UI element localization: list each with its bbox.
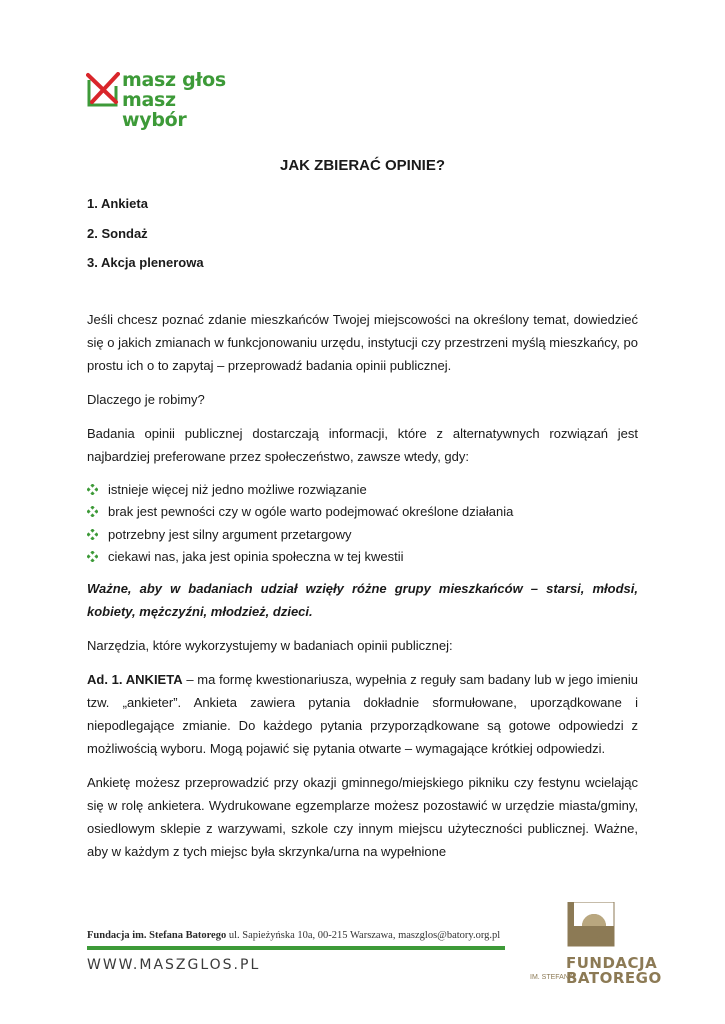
fb-logo-line2: BATOREGO	[566, 969, 662, 987]
conditions-list	[87, 479, 638, 569]
diamond-bullet-icon	[87, 551, 98, 562]
diamond-bullet-icon	[87, 529, 98, 540]
page-footer	[87, 930, 527, 973]
fb-logo-line1: FUNDACJA	[566, 954, 658, 972]
toc-item-sondaz: 2. Sondaż	[87, 225, 148, 241]
logo-line-2: masz wybór	[122, 89, 187, 131]
list-item	[87, 479, 638, 502]
masz-glos-logo	[86, 69, 246, 131]
page-title: JAK ZBIERAĆ OPINIE?	[279, 157, 445, 174]
footer-address-text: ul. Sapieżyńska 10a, 00-215 Warszawa, maszglos@batory.org.pl	[226, 930, 501, 941]
footer-org: Fundacja im. Stefana Batorego	[87, 930, 227, 941]
toc-item-ankieta: 1. Ankieta	[87, 196, 148, 211]
paragraph-tools: Narzędzia, które wykorzystujemy w badaniach opinii publicznej:	[87, 637, 453, 653]
batory-emblem-icon	[530, 902, 650, 952]
bullet-text: ciekawi nas, jaka jest opinia społeczna w tej kwestii	[108, 549, 404, 564]
paragraph-question: Dlaczego je robimy?	[87, 391, 205, 407]
paragraph-definition: Badania opinii publicznej dostarczają informacji, które z alternatywnych rozwiązań jest najbardziej preferowane przez społeczeństwo, zawsze wtedy, gdy:	[87, 425, 638, 464]
fb-logo-prefix: IM. STEFANA	[530, 974, 574, 981]
fundacja-batorego-logo	[530, 902, 662, 992]
ballot-x-icon	[86, 72, 120, 108]
diamond-bullet-icon	[87, 506, 98, 517]
list-item	[87, 546, 638, 569]
document-body	[87, 192, 638, 874]
toc-item-akcja: 3. Akcja plenerowa	[87, 255, 204, 270]
ankieta-description: – ma formę kwestionariusza, wypełnia z reguły sam badany lub w jego imieniu tzw. „ankieter”. Ankieta zawiera pytania dokładnie sformułowane, uporządkowane i niepodlegające zmianie. Do każdego pytania przyporządkowane są gotowe odpowiedzi z możliwością wyboru. Mogą pojawić się pytania otwarte – wymagające krótkiej odpowiedzi.	[87, 671, 638, 756]
table-of-contents	[87, 192, 638, 281]
paragraph-distribution: Ankietę możesz przeprowadzić przy okazji gminnego/miejskiego pikniku czy festynu wcielając się w rolę ankietera. Wydrukowane egzemplarze możesz pozostawić w urzędzie miasta/gminy, osiedlowym sklepie z warzywami, szkole czy innym miejscu użyteczności publicznej. Ważne, aby w każdym z tych miejsc była skrzynka/urna na wypełnione	[87, 774, 638, 859]
bullet-text: istnieje więcej niż jedno możliwe rozwiązanie	[108, 481, 367, 497]
footer-address	[87, 930, 527, 941]
paragraph-ankieta	[87, 668, 638, 760]
paragraph-important: Ważne, aby w badaniach udział wzięły różne grupy mieszkańców – starsi, młodsi, kobiety, mężczyźni, młodzież, dzieci.	[87, 580, 638, 619]
list-item	[87, 524, 638, 547]
diamond-bullet-icon	[87, 484, 98, 495]
bullet-text: brak jest pewności czy w ogóle warto podejmować określone działania	[108, 504, 514, 519]
paragraph-intro: Jeśli chcesz poznać zdanie mieszkańców Twojej miejscowości na określony temat, dowiedzieć się o jakich zmianach w funkcjonowaniu urzędu, instytucji czy przestrzeni myślą mieszkańcy, po prostu ich o to zapytaj – przeprowadź badania opinii publicznej.	[87, 311, 638, 373]
list-item	[87, 501, 638, 524]
logo-line-1: masz głos	[122, 69, 226, 91]
footer-divider	[87, 946, 505, 950]
footer-website[interactable]: WWW.MASZGLOS.PL	[87, 957, 261, 973]
bullet-text: potrzebny jest silny argument przetargowy	[108, 526, 352, 542]
section-heading-ankieta: Ad. 1. ANKIETA	[87, 671, 183, 687]
